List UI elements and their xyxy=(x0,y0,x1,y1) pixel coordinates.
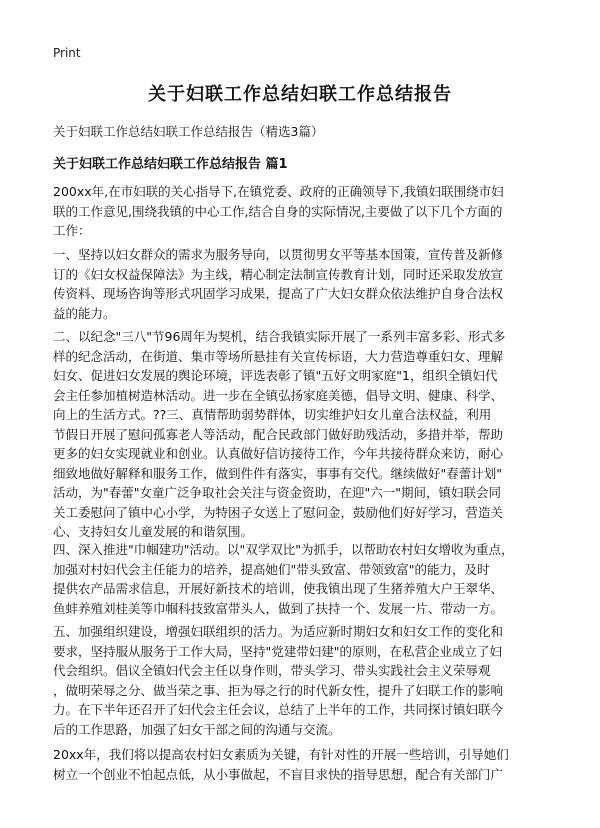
paragraph-3 xyxy=(53,327,549,542)
text-line: 工作： xyxy=(53,223,91,238)
text-line: 向上的生活方式。??三、真情帮助弱势群体，切实维护妇女儿童合法权益，利用 xyxy=(53,407,492,422)
text-line: 关工委慰问了镇中心小学，为特困子女送上了慰问金，鼓励他们好好学习，营造关 xyxy=(53,504,504,520)
paragraph-2 xyxy=(53,245,549,323)
text-line: 妇女、促进妇女发展的舆论环境，评选表彰了镇"五好文明家庭"1，组织全镇妇代 xyxy=(53,368,498,383)
text-line: 节假日开展了慰问孤寡老人等活动，配合民政部门做好助残活动，多措并举，帮助 xyxy=(53,426,504,442)
text-line: 鱼蚌养殖刘桂美等巾帼科技致富带头人，做到了扶持一个、发展一片、带动一方。 xyxy=(53,600,504,616)
text-line: 活动，为"春蕾"女童广泛争取社会关注与资金资助，在迎"六一"期间，镇妇联会同 xyxy=(53,485,501,500)
print-label: Print xyxy=(53,46,81,60)
text-line: 订的《妇女权益保障法》为主线，精心制定法制宣传教育计划，同时还采取发放宣 xyxy=(53,266,504,282)
text-line: 20xx年，我们将以提高农村妇女素质为关键，有针对性的开展一些培训，引导她们 xyxy=(53,747,509,762)
text-line: 益的能力。 xyxy=(53,305,116,321)
text-line: 树立一个创业不怕起点低，从小事做起，不盲目求快的指导思想，配合有关部门广 xyxy=(53,766,504,782)
paragraph-5 xyxy=(53,622,549,739)
text-line: 五、加强组织建设，增强妇联组织的活力。为适应新时期妇女和妇女工作的变化和 xyxy=(53,624,504,639)
text-line: 会主任参加植树造林活动。进一步在全镇弘扬家庭美德，倡导文明、健康、科学、 xyxy=(53,387,504,403)
text-line: 一、坚持以妇女群众的需求为服务导向，以贯彻男女平等基本国策，宣传普及新修 xyxy=(53,247,504,262)
text-line: 样的纪念活动，在街道、集市等场所悬挂有关宣传标语，大力营造尊重妇女、理解 xyxy=(53,348,504,364)
text-line: 联的工作意见,围绕我镇的中心工作,结合自身的实际情况,主要做了以下几个方面的 xyxy=(53,203,503,219)
section-heading: 关于妇联工作总结妇联工作总结报告 篇1 xyxy=(53,157,288,172)
text-line: 细致地做好解释和服务工作，做到件件有落实，事事有交代。继续做好"春蕾计划" xyxy=(53,465,503,481)
text-line: ，做明荣辱之分、做当荣之事、拒为辱之行的时代新女性，提升了妇联工作的影响 xyxy=(53,682,504,698)
text-line: 后的工作思路，加强了妇女干部之间的沟通与交流。 xyxy=(53,721,341,737)
text-line: 力。在下半年还召开了妇代会主任会议，总结了上半年的工作，共同探讨镇妇联今 xyxy=(53,702,504,717)
paragraph-4 xyxy=(53,540,549,618)
text-line: 200xx年,在市妇联的关心指导下,在镇党委、政府的正确领导下,我镇妇联围绕市妇 xyxy=(53,184,504,199)
text-line: 要求，坚持服从服务于工作大局，坚持"党建带妇建"的原则，在私营企业成立了妇 xyxy=(53,643,503,659)
paragraph-6 xyxy=(53,745,549,784)
document-subtitle: 关于妇联工作总结妇联工作总结报告（精选3篇） xyxy=(53,124,324,139)
text-line: 提供农产品需求信息，开展好新技术的培训，使我镇出现了生猪养殖大户王翠华、 xyxy=(53,581,504,596)
document-title: 关于妇联工作总结妇联工作总结报告 xyxy=(148,84,452,105)
text-line: 传资料、现场咨询等形式巩固学习成果，提高了广大妇女群众依法维护自身合法权 xyxy=(53,286,504,301)
text-line: 四、深入推进"巾帼建功"活动。以"双学双比"为抓手，以帮助农村妇女增收为重点， xyxy=(53,542,514,557)
text-line: 加强对村妇代会主任能力的培养，提高她们"带头致富、带领致富"的能力，及时 xyxy=(53,561,490,577)
text-line: 代会组织。倡议全镇妇代会主任以身作则，带头学习、带头实践社会主义荣辱观 xyxy=(53,663,491,678)
text-line: 心、支持妇女儿童发展的和谐氛围。 xyxy=(53,524,254,539)
text-line: 二、以纪念"三八"节96周年为契机，结合我镇实际开展了一系列丰富多彩、形式多 xyxy=(53,329,506,344)
text-line: 更多的妇女实现就业和创业。认真做好信访接待工作，今年共接待群众来访，耐心 xyxy=(53,446,504,461)
paragraph-1 xyxy=(53,182,549,241)
